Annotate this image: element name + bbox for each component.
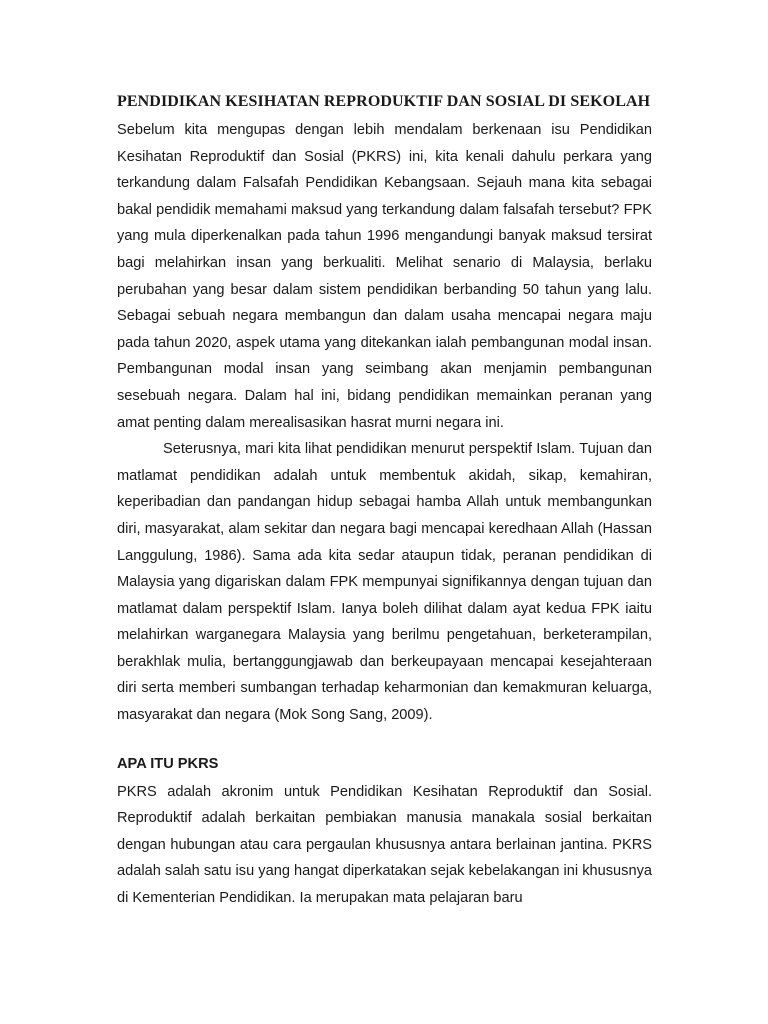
document-page [117,92,652,912]
document-title: PENDIDIKAN KESIHATAN REPRODUKTIF DAN SOSIAL DI SEKOLAH [117,93,651,110]
intro-paragraph: Sebelum kita mengupas dengan lebih mendalam berkenaan isu Pendidikan Kesihatan Reproduktif dan Sosial (PKRS) ini, kita kenali dahulu perkara yang terkandung dalam Falsafah Pendidikan Kebangsaan. Sejauh mana kita sebagai bakal pendidik memahami maksud yang terkandung dalam falsafah tersebut? FPK yang mula diperkenalkan pada tahun 1996 mengandungi banyak maksud tersirat bagi melahirkan insan yang berkualiti. Melihat senario di Malaysia, berlaku perubahan yang besar dalam sistem pendidikan berbanding 50 tahun yang lalu. Sebagai sebuah negara membangun dan dalam usaha mencapai negara maju pada tahun 2020, aspek utama yang ditekankan ialah pembangunan modal insan. Pembangunan modal insan yang seimbang akan menjamin pembangunan sesebuah negara. Dalam hal ini, bidang pendidikan memainkan peranan yang amat penting dalam merealisasikan hasrat murni negara ini. [117,122,652,431]
section-heading-pkrs: APA ITU PKRS [117,755,219,772]
islam-perspective-paragraph: Seterusnya, mari kita lihat pendidikan menurut perspektif Islam. Tujuan dan matlamat pendidikan adalah untuk membentuk akidah, sikap, kemahiran, keperibadian dan pandangan hidup sebagai hamba Allah untuk membangunkan diri, masyarakat, alam sekitar dan negara bagi mencapai keredhaan Allah (Hassan Langgulung, 1986). Sama ada kita sedar ataupun tidak, peranan pendidikan di Malaysia yang digariskan dalam FPK mempunyai signifikannya dengan tujuan dan matlamat dalam perspektif Islam. Ianya boleh dilihat dalam ayat kedua FPK iaitu melahirkan warganegara Malaysia yang berilmu pengetahuan, berketerampilan, berakhlak mulia, bertanggungjawab dan berkeupayaan mencapai kesejahteraan diri serta memberi sumbangan terhadap keharmonian dan kemakmuran keluarga, masyarakat dan negara (Mok Song Sang, 2009). [117,441,652,724]
pkrs-definition-paragraph: PKRS adalah akronim untuk Pendidikan Kesihatan Reproduktif dan Sosial. Reproduktif adalah berkaitan pembiakan manusia manakala sosial berkaitan dengan hubungan atau cara pergaulan khususnya antara berlainan jantina. PKRS adalah salah satu isu yang hangat diperkatakan sejak kebelakangan ini khususnya di Kementerian Pendidikan. Ia merupakan mata pelajaran baru [117,783,652,907]
